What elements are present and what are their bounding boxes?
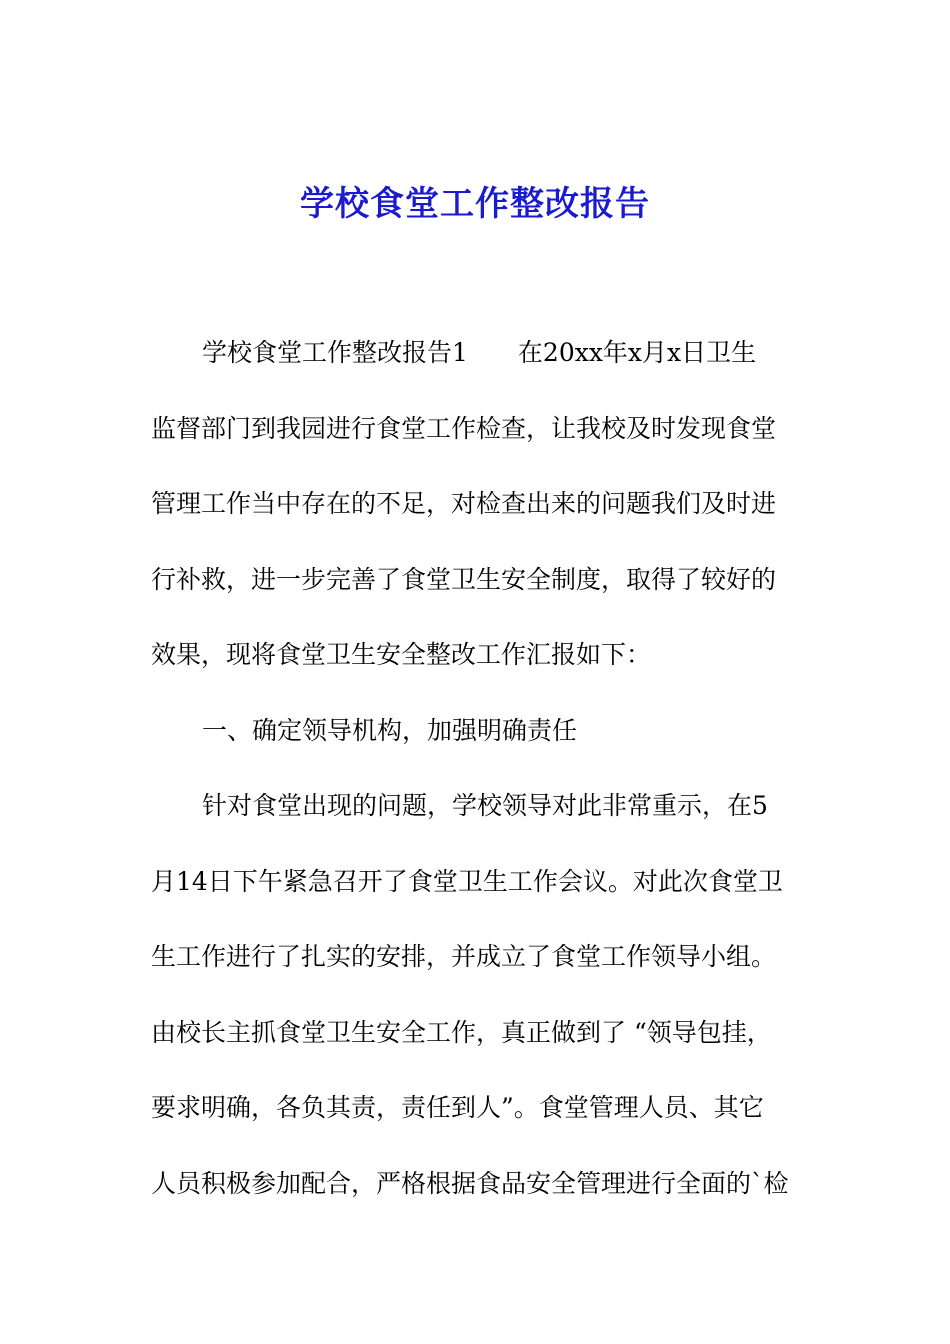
paragraph-line-4: 行补救，进一步完善了食堂卫生安全制度，取得了较好的 [151,564,777,594]
paragraph-line-8: 月14日下午紧急召开了食堂卫生工作会议。对此次食堂卫 [151,866,783,896]
paragraph-line-2: 监督部门到我园进行食堂工作检查，让我校及时发现食堂 [151,413,777,443]
paragraph-line-5: 效果，现将食堂卫生安全整改工作汇报如下： [151,640,652,669]
section-heading-1: 一、确定领导机构，加强明确责任 [202,715,578,745]
document-body [151,330,801,1236]
paragraph-line-3: 管理工作当中存在的不足，对检查出来的问题我们及时进 [151,489,777,518]
paragraph-line-9: 生工作进行了扎实的安排，并成立了食堂工作领导小组。 [151,942,777,971]
document-title: 学校食堂工作整改报告 [300,184,650,224]
paragraph-line-7: 针对食堂出现的问题，学校领导对此非常重示，在5 [202,791,768,820]
paragraph-line-12: 人员积极参加配合，严格根据食品安全管理进行全面的`检 [151,1168,789,1198]
paragraph-line-1: 学校食堂工作整改报告1 在20xx年x月x日卫生 [202,338,757,367]
paragraph-line-11: 要求明确，各负其责，责任到人”。食堂管理人员、其它 [151,1093,764,1122]
paragraph-line-10: 由校长主抓食堂卫生安全工作，真正做到了 “领导包挂， [151,1017,772,1047]
